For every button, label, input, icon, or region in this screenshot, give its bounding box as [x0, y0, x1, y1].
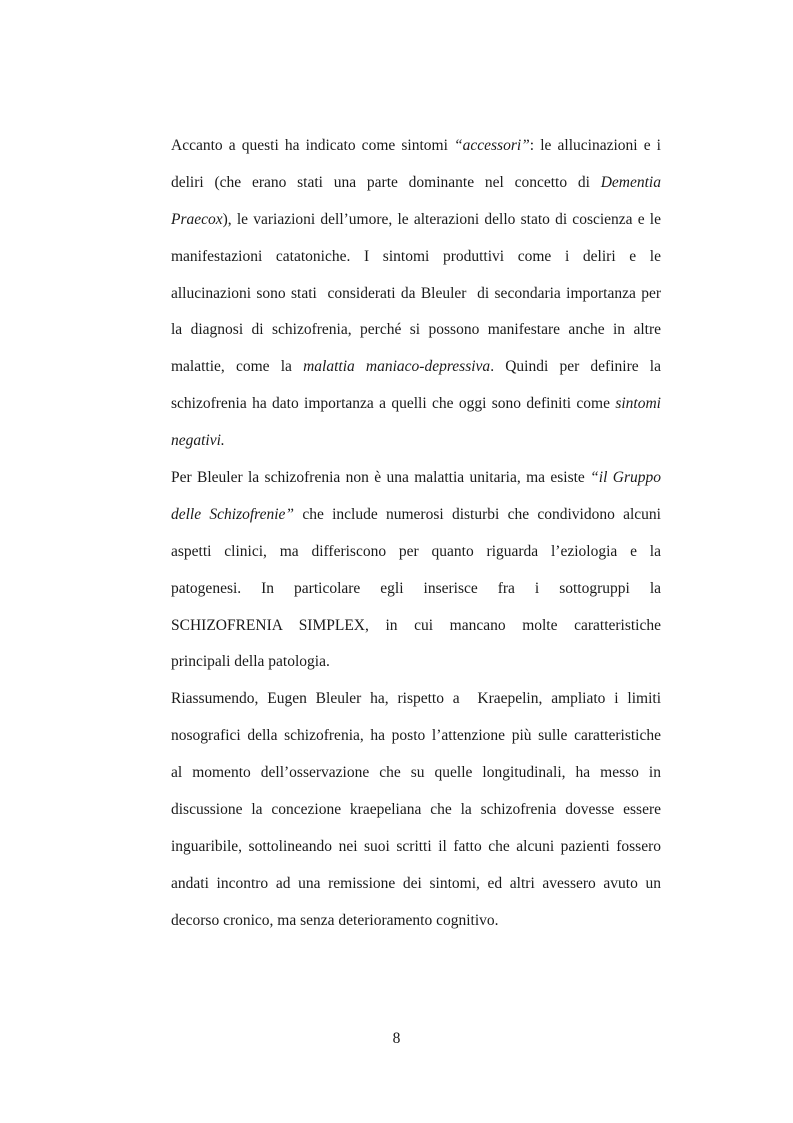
text-line [171, 355, 661, 392]
text-segment: SCHIZOFRENIA SIMPLEX, in cui mancano molte caratteristiche [171, 616, 661, 634]
text-line [171, 282, 661, 319]
text-line [171, 466, 661, 503]
text-line [171, 134, 661, 171]
italic-text: delle Schizofrenie” [171, 505, 295, 523]
text-segment: che include numerosi disturbi che condividono alcuni [294, 505, 661, 523]
text-segment: Per Bleuler la schizofrenia non è una malattia unitaria, ma esiste [171, 469, 591, 487]
text-segment: discussione la concezione kraepeliana che la schizofrenia dovesse essere [171, 801, 661, 819]
text-segment: al momento dell’osservazione che su quelle longitudinali, ha messo in [171, 764, 661, 782]
text-line [171, 614, 661, 651]
italic-text: sintomi [615, 395, 661, 413]
text-line [171, 724, 661, 761]
text-segment: : le allucinazioni e i [529, 137, 661, 154]
text-segment: Riassumendo, Eugen Bleuler ha, rispetto a Kraepelin, ampliato i limiti [171, 690, 661, 708]
text-line [171, 909, 661, 946]
text-line [171, 171, 661, 208]
text-segment: ), le variazioni dell’umore, le alterazioni dello stato di coscienza e le [222, 210, 661, 228]
text-segment: deliri (che erano stati una parte dominante nel concetto di [171, 173, 601, 191]
text-segment: . Quindi per definire la [490, 358, 661, 376]
italic-text: negativi. [171, 432, 225, 450]
text-segment: inguaribile, sottolineando nei suoi scritti il fatto che alcuni pazienti fossero [171, 837, 661, 855]
text-line [171, 208, 661, 245]
text-line [171, 429, 661, 466]
italic-text: “accessori” [454, 137, 530, 154]
page-number: 8 [392, 1030, 401, 1047]
text-segment: manifestazioni catatoniche. I sintomi produttivi come i deliri e le [171, 247, 661, 265]
page-body [171, 134, 661, 946]
paragraph [171, 134, 661, 466]
text-segment: Accanto a questi ha indicato come sintomi [171, 137, 454, 154]
text-line [171, 650, 661, 687]
text-segment: malattie, come la [171, 358, 304, 376]
italic-text: Praecox [171, 210, 223, 228]
text-segment: schizofrenia ha dato importanza a quelli che oggi sono definiti come [171, 395, 616, 413]
text-line [171, 835, 661, 872]
text-segment: aspetti clinici, ma differiscono per quanto riguarda l’eziologia e la [171, 542, 661, 560]
text-line [171, 392, 661, 429]
text-line [171, 540, 661, 577]
text-segment: nosografici della schizofrenia, ha posto l’attenzione più sulle caratteristiche [171, 727, 661, 745]
text-line [171, 245, 661, 282]
text-line [171, 503, 661, 540]
text-segment: decorso cronico, ma senza deterioramento cognitivo. [171, 911, 499, 929]
paragraph [171, 687, 661, 945]
text-line [171, 577, 661, 614]
paragraph [171, 466, 661, 687]
text-segment: andati incontro ad una remissione dei sintomi, ed altri avessero avuto un [171, 874, 661, 892]
text-segment: patogenesi. In particolare egli inserisce fra i sottogruppi la [171, 579, 661, 597]
text-segment: principali della patologia. [171, 653, 330, 671]
italic-text: Dementia [600, 173, 661, 191]
text-segment: la diagnosi di schizofrenia, perché si possono manifestare anche in altre [171, 321, 661, 339]
text-line [171, 687, 661, 724]
italic-text: “il Gruppo [590, 469, 661, 487]
text-segment: allucinazioni sono stati considerati da Bleuler di secondaria importanza per [171, 284, 661, 302]
text-line [171, 798, 661, 835]
italic-text: malattia maniaco-depressiva [303, 358, 491, 376]
text-line [171, 761, 661, 798]
text-line [171, 872, 661, 909]
text-line [171, 318, 661, 355]
